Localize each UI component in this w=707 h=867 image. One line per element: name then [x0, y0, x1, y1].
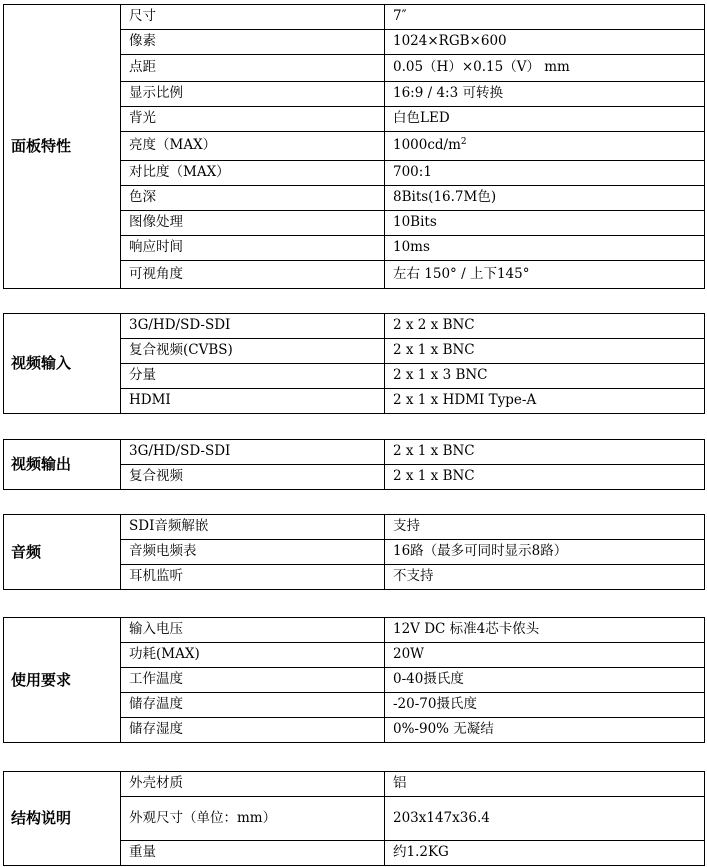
spec-label: 可视角度 — [121, 261, 385, 289]
spec-value-text: -20-70摄氏度 — [393, 696, 477, 713]
spec-label: HDMI — [121, 389, 385, 414]
spec-value — [385, 797, 705, 841]
spec-value-text: 1000cd/m — [393, 137, 461, 154]
spec-value-text: 20W — [393, 646, 425, 663]
spec-value — [385, 30, 705, 55]
spec-value — [385, 515, 705, 540]
spec-label: 色深 — [121, 186, 385, 211]
spec-label: 耳机监听 — [121, 565, 385, 590]
spec-value — [385, 668, 705, 693]
spec-label: 输入电压 — [121, 618, 385, 643]
spec-value — [385, 339, 705, 364]
spec-label: 响应时间 — [121, 236, 385, 261]
table-row — [4, 515, 705, 540]
table-row — [4, 5, 705, 30]
spec-label: 3G/HD/SD-SDI — [121, 314, 385, 339]
spec-value — [385, 389, 705, 414]
spec-value-text: 2 x 1 x HDMI Type-A — [393, 392, 537, 409]
spec-label: 音频电频表 — [121, 540, 385, 565]
spec-label: 储存温度 — [121, 693, 385, 718]
spec-value-text: 0.05（H）×0.15（V） mm — [393, 59, 570, 76]
table-row — [4, 618, 705, 643]
value-superscript: 2 — [460, 137, 467, 148]
spec-value-text: 0%-90% 无凝结 — [393, 721, 494, 738]
spec-label: 重量 — [121, 841, 385, 866]
spec-value-text: 左右 150° / 上下145° — [393, 265, 530, 282]
spec-label: 显示比例 — [121, 82, 385, 107]
spec-value — [385, 465, 705, 490]
spec-value — [385, 132, 705, 161]
section-category: 使用要求 — [4, 618, 121, 743]
spec-label: SDI音频解嵌 — [121, 515, 385, 540]
spec-value-text: 700:1 — [393, 164, 432, 181]
spec-value-text: 203x147x36.4 — [393, 809, 490, 826]
spec-value-text: 7″ — [393, 8, 407, 25]
section-category: 视频输入 — [4, 314, 121, 414]
spec-value-text: 白色LED — [393, 110, 450, 127]
spec-value — [385, 236, 705, 261]
spec-label: 功耗(MAX) — [121, 643, 385, 668]
spec-value-text: 16路（最多可同时显示8路） — [393, 543, 568, 560]
spec-value — [385, 643, 705, 668]
spec-label: 分量 — [121, 364, 385, 389]
spec-label: 像素 — [121, 30, 385, 55]
spec-value — [385, 565, 705, 590]
spec-label: 工作温度 — [121, 668, 385, 693]
spec-value-text: 支持 — [393, 518, 420, 535]
spec-label: 外壳材质 — [121, 772, 385, 797]
spec-value — [385, 440, 705, 465]
table-row — [4, 314, 705, 339]
spec-value-text: 0-40摄氏度 — [393, 671, 464, 688]
spec-value — [385, 55, 705, 82]
spec-value-text: 10Bits — [393, 214, 437, 231]
spec-label: 复合视频 — [121, 465, 385, 490]
spec-value — [385, 772, 705, 797]
spec-value-text: 铝 — [393, 775, 407, 792]
spec-value-text: 12V DC 标准4芯卡侬头 — [393, 621, 540, 638]
spec-value — [385, 161, 705, 186]
spec-value — [385, 82, 705, 107]
spec-label: 点距 — [121, 55, 385, 82]
spec-value-text: 不支持 — [393, 568, 434, 585]
section-category: 结构说明 — [4, 772, 121, 866]
spec-value-text: 2 x 1 x BNC — [393, 342, 475, 359]
spec-value — [385, 540, 705, 565]
spec-table — [3, 4, 705, 289]
spec-table — [3, 617, 705, 743]
spec-table — [3, 514, 705, 590]
table-row — [4, 440, 705, 465]
spec-value-text: 2 x 1 x BNC — [393, 468, 475, 485]
spec-table — [3, 771, 705, 866]
spec-label: 图像处理 — [121, 211, 385, 236]
spec-value-text: 16:9 / 4:3 可转换 — [393, 85, 503, 102]
spec-table — [3, 313, 705, 414]
spec-value — [385, 618, 705, 643]
spec-label: 外观尺寸（单位：mm） — [121, 797, 385, 841]
section-category: 音频 — [4, 515, 121, 590]
spec-value-text: 1024×RGB×600 — [393, 33, 507, 50]
section-category: 面板特性 — [4, 5, 121, 289]
spec-label: 尺寸 — [121, 5, 385, 30]
spec-value — [385, 841, 705, 866]
spec-value — [385, 211, 705, 236]
spec-label: 对比度（MAX） — [121, 161, 385, 186]
spec-value-text: 8Bits(16.7M色) — [393, 189, 497, 206]
spec-label: 背光 — [121, 107, 385, 132]
section-category: 视频输出 — [4, 440, 121, 490]
spec-label: 复合视频(CVBS) — [121, 339, 385, 364]
spec-table — [3, 439, 705, 490]
spec-value — [385, 186, 705, 211]
spec-value — [385, 261, 705, 289]
spec-value — [385, 364, 705, 389]
spec-label: 3G/HD/SD-SDI — [121, 440, 385, 465]
spec-value — [385, 314, 705, 339]
spec-value-text: 2 x 1 x BNC — [393, 443, 475, 460]
spec-value-text: 2 x 1 x 3 BNC — [393, 367, 488, 384]
spec-value — [385, 693, 705, 718]
spec-value — [385, 107, 705, 132]
spec-value — [385, 718, 705, 743]
table-row — [4, 772, 705, 797]
spec-value-text: 约1.2KG — [393, 844, 449, 861]
spec-label: 储存湿度 — [121, 718, 385, 743]
spec-label: 亮度（MAX） — [121, 132, 385, 161]
spec-value-text: 2 x 2 x BNC — [393, 317, 475, 334]
spec-value-text: 10ms — [393, 239, 430, 256]
spec-value — [385, 5, 705, 30]
